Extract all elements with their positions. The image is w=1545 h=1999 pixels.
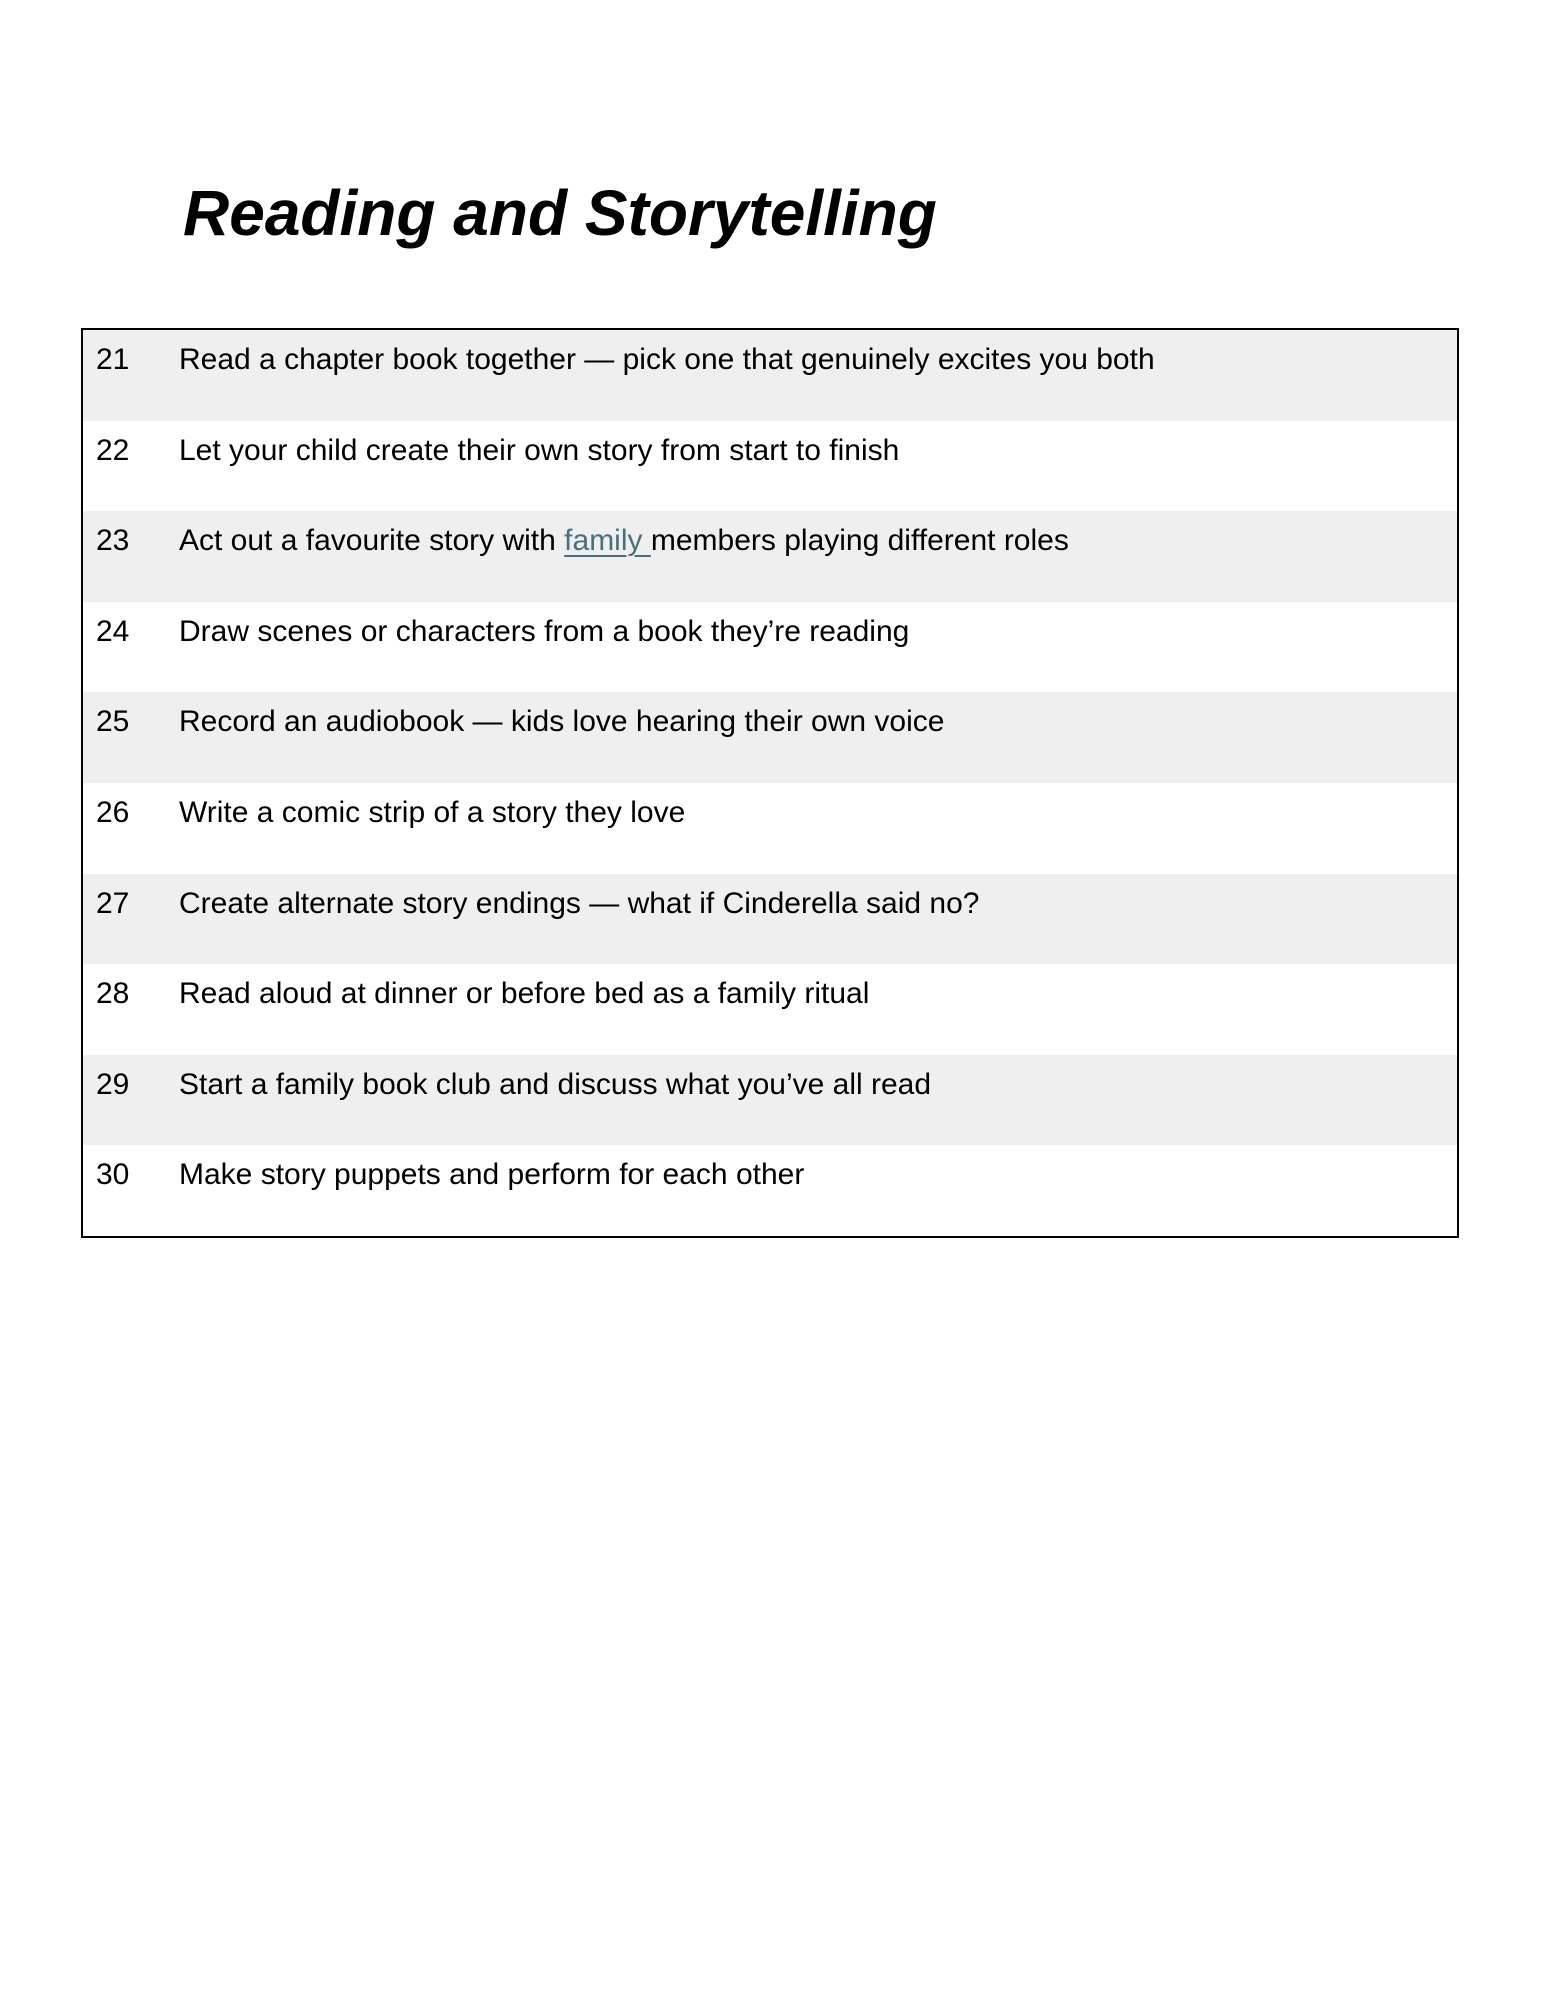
table-row (83, 602, 1457, 693)
row-text: Let your child create their own story from start to finish (179, 433, 900, 467)
row-text: Create alternate story endings — what if Cinderella said no? (179, 886, 980, 920)
row-text-after-link: members playing different roles (650, 524, 1069, 558)
activity-table (81, 328, 1459, 1238)
row-number: 25 (96, 705, 130, 739)
page-title: Reading and Storytelling (183, 177, 937, 249)
table-row (83, 783, 1457, 874)
table-row (83, 511, 1457, 602)
row-text: Draw scenes or characters from a book they’re reading (179, 614, 910, 648)
row-text: Make story puppets and perform for each other (179, 1158, 805, 1192)
row-number: 29 (96, 1067, 130, 1101)
table-row (83, 874, 1457, 965)
row-number: 27 (96, 886, 130, 920)
row-number: 23 (96, 524, 130, 558)
row-text (179, 524, 1069, 559)
family-link[interactable]: family (564, 524, 651, 558)
table-row (83, 330, 1457, 421)
row-number: 28 (96, 977, 130, 1011)
table-row (83, 1055, 1457, 1146)
row-text: Write a comic strip of a story they love (179, 795, 686, 829)
row-number: 24 (96, 614, 130, 648)
row-number: 30 (96, 1158, 130, 1192)
table-row (83, 692, 1457, 783)
row-text-before-link: Act out a favourite story with (179, 524, 565, 558)
table-row (83, 964, 1457, 1055)
row-number: 22 (96, 433, 130, 467)
row-text: Read aloud at dinner or before bed as a family ritual (179, 977, 870, 1011)
row-text: Start a family book club and discuss what you’ve all read (179, 1067, 932, 1101)
row-text: Record an audiobook — kids love hearing their own voice (179, 705, 945, 739)
row-number: 26 (96, 795, 130, 829)
table-row (83, 421, 1457, 512)
row-text: Read a chapter book together — pick one that genuinely excites you both (179, 343, 1155, 376)
table-row (83, 1145, 1457, 1236)
row-number: 21 (96, 343, 130, 376)
